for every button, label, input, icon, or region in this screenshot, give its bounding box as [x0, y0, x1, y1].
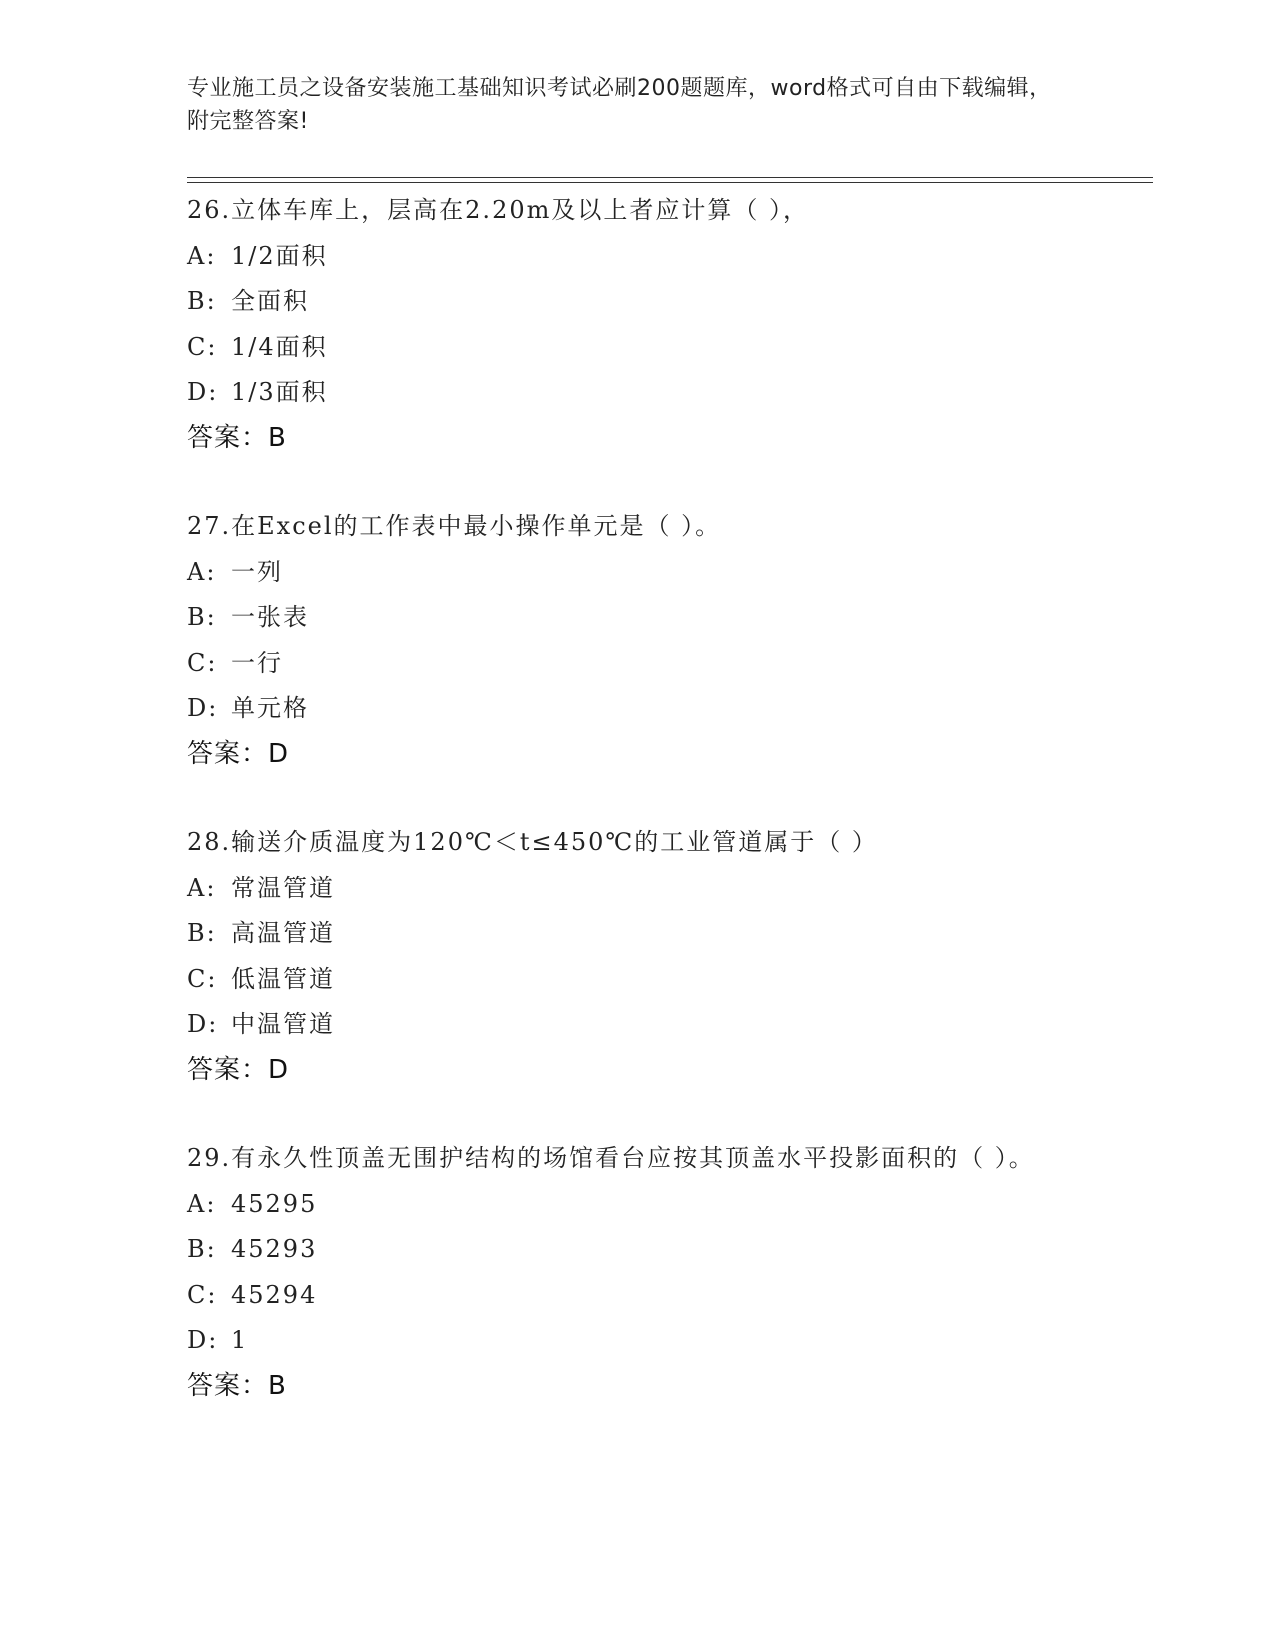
option-key: A:	[187, 557, 217, 586]
option-text: 一行	[231, 648, 283, 677]
option-text: 单元格	[231, 694, 309, 722]
question-list	[187, 188, 1087, 1452]
answer-line: 答案：D	[187, 1054, 290, 1085]
option-key: B:	[187, 1235, 217, 1263]
option-b	[187, 911, 1087, 957]
option-c	[187, 641, 1087, 687]
question-29	[187, 1136, 1087, 1409]
option-c	[187, 957, 1087, 1003]
option-key: D:	[187, 1010, 219, 1038]
option-key: D:	[187, 694, 219, 722]
option-key: B:	[187, 287, 217, 315]
option-key: C:	[187, 964, 218, 993]
option-key: B:	[187, 603, 217, 631]
question-27	[187, 504, 1087, 777]
option-text: 中温管道	[231, 1010, 335, 1038]
option-text: 45294	[231, 1280, 318, 1309]
answer-line: 答案：B	[187, 422, 287, 453]
option-a	[187, 550, 1087, 596]
header-divider-bottom	[187, 182, 1153, 183]
header-divider-top	[187, 177, 1153, 178]
question-28	[187, 820, 1087, 1093]
option-d	[187, 370, 1087, 416]
option-b	[187, 1227, 1087, 1273]
question-text: 26.立体车库上，层高在2.20m及以上者应计算（ ），	[187, 196, 809, 224]
option-text: 45295	[231, 1189, 318, 1218]
option-a	[187, 866, 1087, 912]
option-text: 1/4面积	[231, 332, 328, 361]
question-text: 27.在Excel的工作表中最小操作单元是（ ）。	[187, 512, 722, 540]
option-c	[187, 325, 1087, 371]
option-key: B:	[187, 919, 217, 947]
option-key: D:	[187, 1326, 219, 1354]
option-text: 1/2面积	[231, 241, 328, 270]
option-text: 低温管道	[231, 964, 335, 993]
question-26	[187, 188, 1087, 461]
option-text: 常温管道	[231, 873, 335, 902]
option-b	[187, 595, 1087, 641]
option-key: A:	[187, 873, 217, 902]
option-key: A:	[187, 241, 217, 270]
option-text: 1/3面积	[231, 378, 328, 406]
option-key: C:	[187, 648, 218, 677]
option-d	[187, 1318, 1087, 1364]
option-key: D:	[187, 378, 219, 406]
question-text: 29.有永久性顶盖无围护结构的场馆看台应按其顶盖水平投影面积的（ ）。	[187, 1144, 1035, 1172]
option-text: 一列	[231, 557, 283, 586]
option-key: C:	[187, 1280, 218, 1309]
option-key: A:	[187, 1189, 217, 1218]
option-text: 45293	[231, 1235, 318, 1263]
answer-line: 答案：D	[187, 738, 290, 769]
option-d	[187, 1002, 1087, 1048]
option-key: C:	[187, 332, 218, 361]
document-header: 专业施工员之设备安装施工基础知识考试必刷200题题库，word格式可自由下载编辑，附完整答案!	[187, 76, 1052, 134]
option-text: 高温管道	[231, 919, 335, 947]
option-text: 全面积	[231, 287, 309, 315]
option-c	[187, 1273, 1087, 1319]
option-a	[187, 234, 1087, 280]
option-text: 1	[231, 1326, 249, 1354]
option-d	[187, 686, 1087, 732]
option-a	[187, 1182, 1087, 1228]
option-b	[187, 279, 1087, 325]
question-text: 28.输送介质温度为120℃＜t≤450℃的工业管道属于（ ）	[187, 828, 878, 856]
answer-line: 答案：B	[187, 1370, 287, 1401]
option-text: 一张表	[231, 603, 309, 631]
